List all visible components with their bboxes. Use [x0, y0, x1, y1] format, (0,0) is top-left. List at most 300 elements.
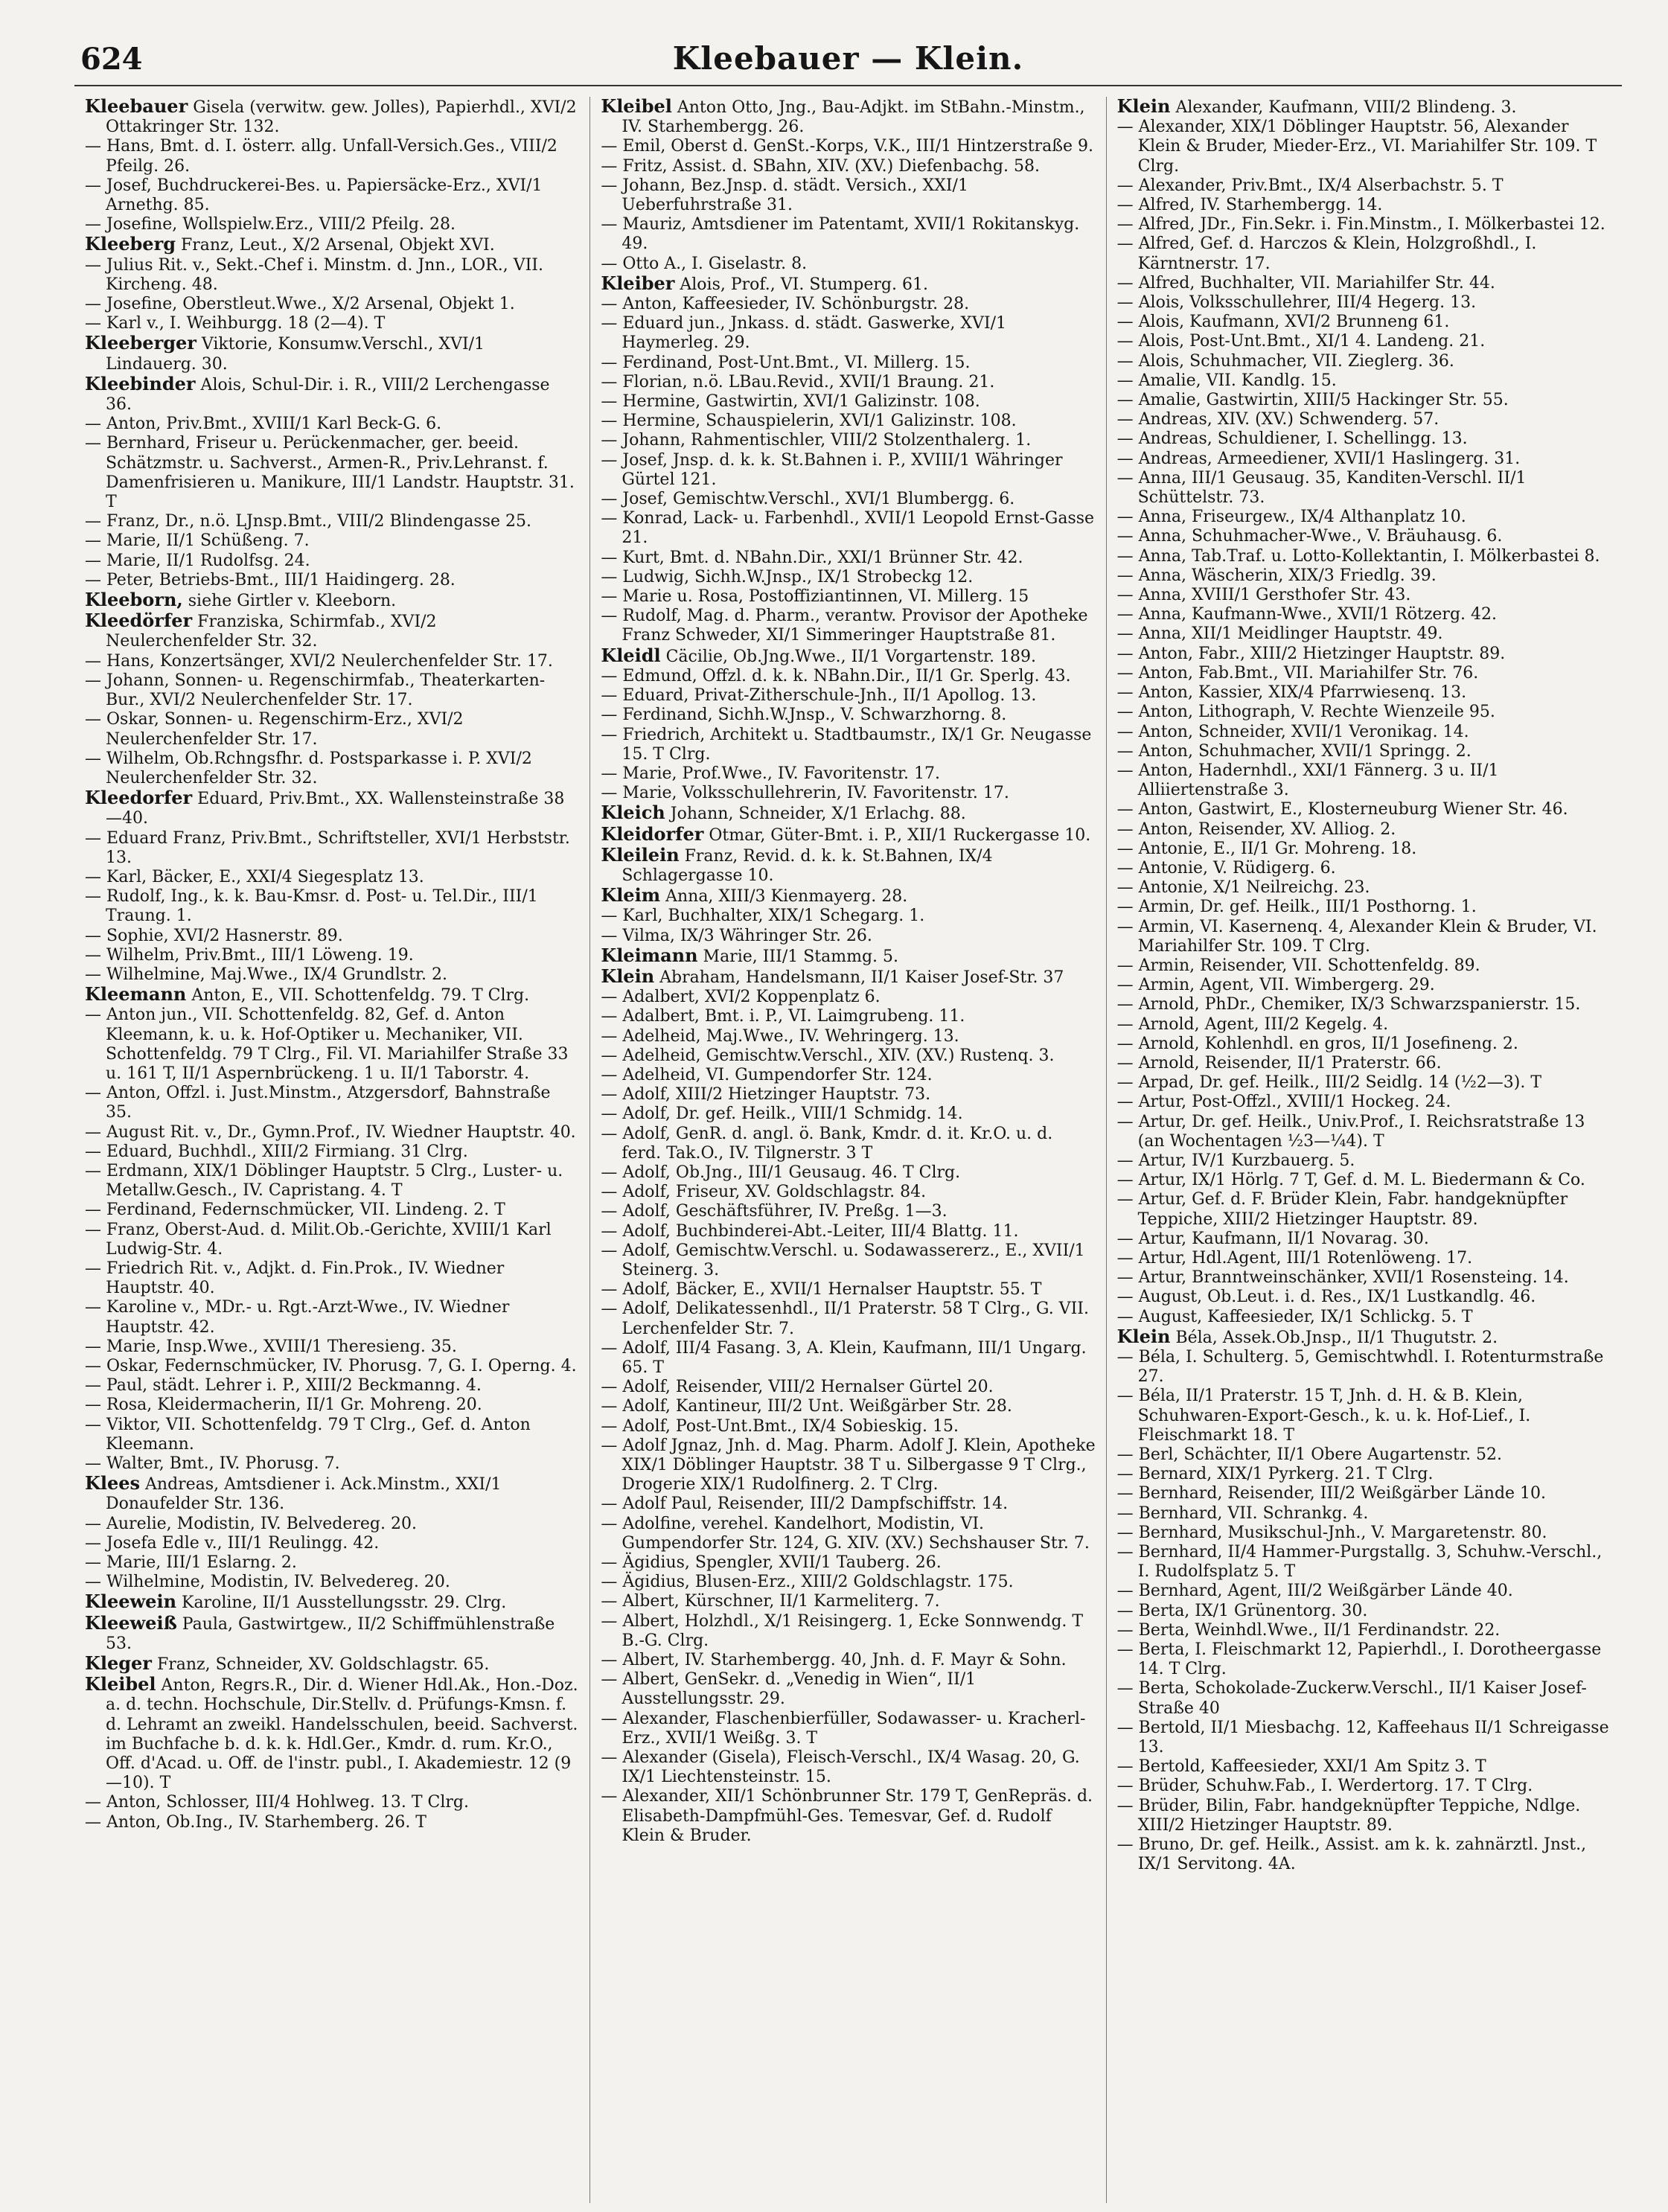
entry-text: — Walter, Bmt., IV. Phorusg. 7. [85, 1454, 340, 1474]
entry-text: Anton, E., VII. Schottenfeldg. 79. T Clrg. [186, 986, 530, 1006]
entry-text: — Wilhelmine, Modistin, IV. Belvedereg. 20. [85, 1573, 450, 1592]
directory-entry [1117, 1327, 1611, 1348]
directory-entry [1117, 313, 1611, 332]
entry-surname: Kleedorfer [85, 787, 193, 809]
entry-text: — Peter, Betriebs-Bmt., III/1 Haidingerg. 28. [85, 570, 456, 589]
entry-surname: Kleebauer [85, 97, 188, 117]
entry-text: — Marie, Volksschullehrerin, IV. Favoritenstr. 17. [601, 784, 1009, 803]
directory-entry [601, 1495, 1095, 1514]
entry-text: — Alexander, Priv.Bmt., IX/4 Alserbachstr. 5. T [1116, 176, 1504, 195]
directory-entry [1117, 1035, 1611, 1054]
directory-entry [1117, 1445, 1611, 1465]
entry-text: — Alois, Schuhmacher, VII. Zieglerg. 36. [1116, 351, 1454, 371]
entry-text: — Artur, Dr. gef. Heilk., Univ.Prof., I. Reichsratstraße 13 (an Wochentagen ½3—¼4). T [1116, 1112, 1585, 1151]
entry-text: — Karoline v., MDr.- u. Rgt.-Arzt-Wwe., IV. Wiedner Hauptstr. 42. [85, 1298, 510, 1337]
entry-text: — Arnold, Agent, III/2 Kegelg. 4. [1116, 1014, 1389, 1034]
directory-entry [601, 1397, 1095, 1416]
entry-text: — Alfred, IV. Starhembergg. 14. [1116, 196, 1383, 215]
directory-entry [1117, 1602, 1611, 1621]
entry-text: — Adolfine, verehel. Kandelhort, Modistin, VI. Gumpendorfer Str. 124, G. XIV. (XV.) Sechshauser Str. 7. [601, 1514, 1090, 1553]
directory-entry [1117, 274, 1611, 293]
directory-entry [85, 1084, 579, 1122]
entry-text: — Ferdinand, Post-Unt.Bmt., VI. Millerg. 15. [601, 353, 971, 372]
directory-entry [601, 726, 1095, 764]
directory-entry [1117, 1484, 1611, 1503]
directory-entry [85, 1337, 579, 1357]
entry-text: — Friedrich, Architekt u. Stadtbaumstr., IX/1 Gr. Neugasse 15. T Clrg. [601, 725, 1092, 764]
entry-text: — Marie, Prof.Wwe., IV. Favoritenstr. 17. [601, 764, 940, 783]
directory-entry [85, 1416, 579, 1454]
directory-entry [1117, 1073, 1611, 1093]
directory-entry [1117, 429, 1611, 449]
entry-surname: Klein [1116, 1325, 1171, 1347]
directory-entry [1117, 1288, 1611, 1307]
directory-entry [1117, 1757, 1611, 1777]
entry-text: — Armin, Agent, VII. Wimbergerg. 29. [1116, 976, 1435, 995]
entry-surname: Kleich [601, 802, 665, 824]
entry-text: — Antonie, X/1 Neilreichg. 23. [1116, 878, 1370, 898]
directory-entry [85, 1259, 579, 1298]
directory-entry [1117, 1113, 1611, 1151]
directory-entry [85, 531, 579, 551]
entry-text: — Bernhard, II/4 Hammer-Purgstallg. 3, Schuhw.-Verschl., I. Rudolfsplatz 5. T [1116, 1543, 1603, 1582]
directory-entry [601, 354, 1095, 373]
column-3 [1106, 97, 1622, 2203]
directory-entry [601, 137, 1095, 156]
directory-entry [601, 706, 1095, 725]
entry-text: — Adolf Jgnaz, Jnh. d. Mag. Pharm. Adolf J. Klein, Apotheke XIX/1 Döblinger Hauptstr. 38 T u. Silbergasse 9 T Clrg., Drogerie XIX/1 Rudolfinerg. 2. T Clrg. [601, 1436, 1096, 1495]
directory-entry [1117, 371, 1611, 391]
entry-text: — Arnold, PhDr., Chemiker, IX/3 Schwarzspanierstr. 15. [1116, 995, 1581, 1014]
directory-entry [1117, 859, 1611, 878]
entry-text: — Anna, Wäscherin, XIX/3 Friedlg. 39. [1116, 566, 1437, 585]
directory-entry [601, 295, 1095, 314]
entry-text: — Bernhard, Musikschul-Jnh., V. Margaretenstr. 80. [1116, 1523, 1547, 1542]
directory-entry [1117, 1054, 1611, 1073]
entry-surname: Kleewein [85, 1591, 177, 1613]
directory-entry [1117, 800, 1611, 819]
entry-text: Viktorie, Konsumw.Verschl., XVI/1 Lindauerg. 30. [106, 335, 485, 374]
directory-entry [601, 1339, 1095, 1378]
directory-entry [601, 1183, 1095, 1202]
directory-entry [85, 965, 579, 985]
entry-text: — Artur, IV/1 Kurzbauerg. 5. [1116, 1151, 1355, 1170]
directory-entry [85, 652, 579, 671]
directory-entry [1117, 956, 1611, 976]
entry-text: Andreas, Amtsdiener i. Ack.Minstm., XXI/1 Donaufelder Str. 136. [106, 1475, 502, 1514]
entry-text: — Oskar, Sonnen- u. Regenschirm-Erz., XVI/2 Neulerchenfelder Str. 17. [85, 710, 464, 749]
directory-entry [85, 314, 579, 333]
entry-text: — Marie, II/1 Schüßeng. 7. [85, 531, 310, 551]
entry-text: Johann, Schneider, X/1 Erlachg. 88. [665, 805, 966, 824]
directory-entry [601, 1553, 1095, 1573]
directory-entry [85, 137, 579, 176]
entry-surname: Kleibel [85, 1673, 156, 1695]
directory-entry [85, 1474, 579, 1514]
entry-text: — Otto A., I. Giselastr. 8. [601, 254, 808, 273]
entry-text: — Adolf, Post-Unt.Bmt., IX/4 Sobieskig. 15. [601, 1416, 959, 1436]
directory-entry [601, 490, 1095, 509]
entry-text: — Fritz, Assist. d. SBahn, XIV. (XV.) Diefenbachg. 58. [601, 156, 1040, 176]
entry-text: — Albert, GenSekr. d. „Venedig in Wien“, II/1 Ausstellungsstr. 29. [601, 1670, 977, 1709]
entry-text: — Florian, n.ö. LBau.Revid., XVII/1 Braung. 21. [601, 372, 995, 391]
entry-text: — Oskar, Federnschmücker, IV. Phorusg. 7, G. I. Operng. 4. [85, 1357, 577, 1375]
entry-text: — Adolf, Friseur, XV. Goldschlagstr. 84. [601, 1183, 927, 1202]
entry-text: Eduard, Priv.Bmt., XX. Wallensteinstraße 38—40. [106, 790, 565, 828]
entry-text: — Anton, Fab.Bmt., VII. Mariahilfer Str. 76. [1116, 663, 1479, 683]
entry-text: — Anton, Reisender, XV. Alliog. 2. [1116, 819, 1396, 839]
directory-entry [85, 512, 579, 531]
directory-entry [85, 1611, 579, 1654]
directory-entry [1117, 840, 1611, 859]
entry-text: — Hans, Bmt. d. I. österr. allg. Unfall-Versich.Ges., VIII/2 Pfeilg. 26. [85, 137, 557, 176]
entry-text: — Hermine, Gastwirtin, XVI/1 Galizinstr. 108. [601, 392, 980, 412]
entry-text: — Adolf, Reisender, VIII/2 Hernalser Gürtel 20. [601, 1378, 994, 1397]
directory-entry [1117, 976, 1611, 995]
entry-text: — Arnold, Kohlenhdl. en gros, II/1 Josefineng. 2. [1116, 1034, 1518, 1053]
directory-entry [85, 1534, 579, 1553]
directory-entry [601, 907, 1095, 926]
directory-entry [601, 1163, 1095, 1183]
entry-text: — Marie u. Rosa, Postoffiziantinnen, VI. Millerg. 15 [601, 587, 1029, 607]
entry-text: — Adelheid, VI. Gumpendorfer Str. 124. [601, 1065, 933, 1084]
entry-text: — Adolf, Bäcker, E., XVII/1 Hernalser Hauptstr. 55. T [601, 1280, 1042, 1300]
directory-entry [1117, 1719, 1611, 1757]
directory-entry [601, 822, 1095, 846]
entry-surname: Kleeborn, [85, 589, 183, 611]
directory-entry [1117, 118, 1611, 176]
directory-entry [601, 843, 1095, 886]
directory-entry [601, 1787, 1095, 1846]
directory-entry [85, 552, 579, 571]
directory-entry [601, 1007, 1095, 1026]
entry-surname: Kleeberg [85, 233, 176, 255]
directory-entry [601, 215, 1095, 254]
entry-text: Anna, XIII/3 Kienmayerg. 28. [660, 887, 908, 907]
entry-text: — Eduard, Buchhdl., XIII/2 Firmiang. 31 Clrg. [85, 1142, 468, 1161]
directory-entry [1117, 1015, 1611, 1035]
directory-entry [1117, 1151, 1611, 1171]
directory-entry [1117, 215, 1611, 234]
entry-text: — Anna, XII/1 Meidlinger Hauptstr. 49. [1116, 624, 1443, 644]
directory-entry [1117, 1835, 1611, 1874]
entry-text: — Mauriz, Amtsdiener im Patentamt, XVII/1 Rokitanskyg. 49. [601, 215, 1080, 254]
entry-text: — Adalbert, XVI/2 Koppenplatz 6. [601, 988, 881, 1007]
directory-entry [1117, 761, 1611, 800]
entry-text: — Josefa Edle v., III/1 Reulingg. 42. [85, 1533, 380, 1553]
directory-entry [601, 1300, 1095, 1338]
directory-entry [601, 509, 1095, 548]
directory-entry [601, 667, 1095, 686]
entry-text: — Anna, Friseurgew., IX/4 Althanplatz 10. [1116, 508, 1466, 527]
directory-entry [601, 568, 1095, 587]
directory-entry [601, 1280, 1095, 1300]
directory-entry [1117, 547, 1611, 566]
directory-entry [601, 764, 1095, 784]
entry-text: Abraham, Handelsmann, II/1 Kaiser Josef-Str. 37 [654, 968, 1064, 987]
entry-text: — Adolf, XIII/2 Hietzinger Hauptstr. 73. [601, 1085, 931, 1105]
directory-entry [85, 829, 579, 868]
column-2 [589, 97, 1105, 2203]
entry-text: — Adolf Paul, Reisender, III/2 Dampfschiffstr. 14. [601, 1495, 1009, 1514]
directory-entry [601, 412, 1095, 431]
entry-text: — Anna, Kaufmann-Wwe., XVII/1 Rötzerg. 42. [1116, 605, 1497, 624]
columns [74, 97, 1622, 2203]
entry-text: Franz, Leut., X/2 Arsenal, Objekt XVI. [176, 236, 495, 255]
directory-entry [601, 784, 1095, 803]
entry-text: — Josefine, Wollspielw.Erz., VIII/2 Pfeilg. 28. [85, 215, 456, 234]
entry-text: — Johann, Sonnen- u. Regenschirmfab., Theaterkarten-Bur., XVI/2 Neulerchenfelder Str. 17. [85, 671, 546, 710]
entry-text: — Armin, Reisender, VII. Schottenfeldg. 89. [1116, 956, 1480, 975]
entry-text: — Josefine, Oberstleut.Wwe., X/2 Arsenal, Objekt 1. [85, 295, 515, 314]
entry-text: Paula, Gastwirtgew., II/2 Schiffmühlenstraße 53. [106, 1614, 555, 1653]
directory-entry [601, 886, 1095, 907]
entry-text: — Anton, Schlosser, III/4 Hohlweg. 13. T Clrg. [85, 1793, 469, 1812]
entry-text: Alexander, Kaufmann, VIII/2 Blindeng. 3. [1170, 98, 1517, 117]
entry-text: — Adelheid, Gemischtw.Verschl., XIV. (XV.) Rustenq. 3. [601, 1046, 1055, 1065]
directory-entry [1117, 566, 1611, 586]
directory-entry [601, 255, 1095, 274]
directory-entry [1117, 918, 1611, 956]
entry-surname: Kleidl [601, 644, 661, 666]
entry-text: — Josef, Jnsp. d. k. k. St.Bahnen i. P., XVIII/1 Währinger Gürtel 121. [601, 450, 1063, 489]
directory-entry [85, 1654, 579, 1675]
directory-entry [1117, 1230, 1611, 1249]
directory-entry [85, 710, 579, 749]
entry-text: — Brüder, Schuhw.Fab., I. Werdertorg. 17. T Clrg. [1116, 1777, 1533, 1796]
entry-text: — Adolf, III/4 Fasang. 3, A. Klein, Kaufmann, III/1 Ungarg. 65. T [601, 1338, 1087, 1377]
entry-text: Anton Otto, Jng., Bau-Adjkt. im StBahn.-Minstm., IV. Starhembergg. 26. [621, 98, 1085, 137]
directory-entry [85, 1298, 579, 1337]
entry-text: — Marie, II/1 Rudolfsg. 24. [85, 551, 310, 570]
entry-surname: Klein [601, 965, 655, 987]
entry-text: — Anton, Fabr., XIII/2 Hietzinger Hauptstr. 89. [1116, 644, 1506, 663]
entry-text: — Bernhard, VII. Schrankg. 4. [1116, 1503, 1369, 1523]
entry-text: — Adolf, Dr. gef. Heilk., VIII/1 Schmidg. 14. [601, 1105, 963, 1124]
entry-text: — Johann, Bez.Jnsp. d. städt. Versich., XXI/1 Ueberfuhrstraße 31. [601, 176, 968, 215]
directory-entry [601, 431, 1095, 450]
entry-text: — Hans, Konzertsänger, XVI/2 Neulerchenfelder Str. 17. [85, 651, 553, 671]
entry-text: — Rudolf, Mag. d. Pharm., verantw. Provisor der Apotheke Franz Schweder, XI/1 Simmeringer Hauptstraße 81. [601, 607, 1088, 645]
entry-text: — Arpad, Dr. gef. Heilk., III/2 Seidlg. 14 (½2—3). T [1116, 1073, 1542, 1093]
entry-text: siehe Girtler v. Kleeborn. [182, 592, 397, 611]
directory-entry [85, 434, 579, 512]
entry-text: — Anton, Offzl. i. Just.Minstm., Atzgersdorf, Bahnstraße 35. [85, 1084, 551, 1122]
entry-text: — Amalie, Gastwirtin, XIII/5 Hackinger Str. 55. [1116, 391, 1509, 410]
directory-entry [85, 749, 579, 788]
directory-entry [85, 374, 579, 415]
directory-entry [601, 927, 1095, 946]
entry-text: — Anna, XVIII/1 Gersthofer Str. 43. [1116, 586, 1411, 605]
directory-entry [601, 1125, 1095, 1163]
directory-entry [1117, 1797, 1611, 1835]
directory-entry [1117, 97, 1611, 118]
entry-text: — Ludwig, Sichh.W.Jnsp., IX/1 Strobeckg 12. [601, 567, 974, 586]
directory-entry [1117, 1465, 1611, 1484]
entry-text: — Adolf, Delikatessenhdl., II/1 Praterstr. 58 T Clrg., G. VII. Lerchenfelder Str. 7. [601, 1300, 1089, 1338]
entry-text: — Alois, Post-Unt.Bmt., XI/1 4. Landeng. 21. [1116, 332, 1486, 351]
directory-entry [601, 1066, 1095, 1085]
directory-entry [1117, 527, 1611, 546]
entry-text: Franziska, Schirmfab., XVI/2 Neulerchenfelder Str. 32. [106, 613, 437, 651]
directory-entry [601, 1515, 1095, 1553]
entry-text: — Adelheid, Maj.Wwe., IV. Wehringerg. 13. [601, 1026, 959, 1046]
directory-entry [601, 549, 1095, 568]
entry-text: — Artur, IX/1 Hörlg. 7 T, Gef. d. M. L. Biedermann & Co. [1116, 1171, 1585, 1190]
directory-entry [1117, 1308, 1611, 1327]
running-head: Kleebauer — Klein. [672, 40, 1024, 77]
entry-text: — Josef, Gemischtw.Verschl., XVI/1 Blumbergg. 6. [601, 490, 1015, 509]
entry-text: — Ägidius, Blusen-Erz., XIII/2 Goldschlagstr. 175. [601, 1573, 1014, 1592]
entry-text: — Johann, Rahmentischler, VIII/2 Stolzenthalerg. 1. [601, 431, 1032, 450]
entry-text: — Andreas, Schuldiener, I. Schellingg. 13. [1116, 429, 1468, 449]
entry-text: — Bertold, Kaffeesieder, XXI/1 Am Spitz 3. T [1116, 1757, 1486, 1777]
directory-entry [1117, 820, 1611, 840]
directory-entry [85, 234, 579, 255]
entry-text: Franz, Revid. d. k. k. St.Bahnen, IX/4 Schlagergasse 10. [621, 846, 993, 885]
directory-entry [85, 215, 579, 234]
entry-surname: Kleibel [601, 97, 672, 117]
entry-text: — Andreas, XIV. (XV.) Schwenderg. 57. [1116, 410, 1439, 429]
directory-entry [85, 1201, 579, 1220]
page-number: 624 [80, 42, 143, 77]
entry-text: — Eduard jun., Jnkass. d. städt. Gaswerke, XVI/1 Haymerleg. 29. [601, 314, 1007, 353]
directory-entry [1117, 469, 1611, 508]
entry-text: — Rudolf, Ing., k. k. Bau-Kmsr. d. Post- u. Tel.Dir., III/1 Traung. 1. [85, 887, 538, 926]
entry-surname: Kleeweiß [85, 1611, 177, 1634]
entry-text: — Marie, III/1 Eslarng. 2. [85, 1553, 297, 1573]
directory-entry [85, 1221, 579, 1259]
entry-text: Karoline, II/1 Ausstellungsstr. 29. Clrg. [176, 1594, 507, 1613]
entry-surname: Klees [85, 1472, 141, 1495]
entry-text: — Adolf, Gemischtw.Verschl. u. Sodawassererz., E., XVII/1 Steinerg. 3. [601, 1241, 1085, 1279]
directory-entry [85, 671, 579, 710]
entry-text: — Anton, Priv.Bmt., XVIII/1 Karl Beck-G. 6. [85, 415, 442, 434]
entry-text: — Berta, IX/1 Grünentorg. 30. [1116, 1601, 1368, 1620]
entry-text: — August, Kaffeesieder, IX/1 Schlickg. 5. T [1116, 1307, 1473, 1326]
directory-entry [1117, 410, 1611, 429]
entry-text: — Karl, Bäcker, E., XXI/4 Siegesplatz 13. [85, 867, 424, 886]
entry-text: — Artur, Gef. d. F. Brüder Klein, Fabr. handgeknüpfter Teppiche, XIII/2 Hietzinger Hauptstr. 89. [1116, 1190, 1568, 1229]
entry-text: — Armin, VI. Kasernenq. 4, Alexander Klein & Bruder, VI. Mariahilfer Str. 109. T Clrg. [1116, 917, 1597, 956]
entry-text: Marie, III/1 Stammg. 5. [697, 947, 899, 966]
directory-entry [85, 1793, 579, 1812]
entry-text: — Alexander, XIX/1 Döblinger Hauptstr. 56, Alexander Klein & Bruder, Mieder-Erz., VI. Mariahilfer Str. 109. T Clrg. [1116, 118, 1597, 176]
directory-entry [85, 927, 579, 946]
entry-text: — Anna, Tab.Traf. u. Lotto-Kollektantin, I. Mölkerbastei 8. [1116, 546, 1600, 566]
entry-text: — August Rit. v., Dr., Gymn.Prof., IV. Wiedner Hauptstr. 40. [85, 1122, 576, 1142]
entry-text: — Adolf, Geschäftsführer, IV. Preßg. 1—3. [601, 1202, 948, 1221]
directory-entry [85, 1454, 579, 1474]
directory-entry [1117, 1777, 1611, 1796]
directory-entry [601, 97, 1095, 137]
directory-entry [1117, 1249, 1611, 1268]
directory-entry [85, 611, 579, 651]
directory-entry [601, 686, 1095, 706]
directory-entry [601, 1573, 1095, 1592]
directory-entry [601, 803, 1095, 824]
directory-entry [85, 333, 579, 374]
directory-entry [601, 1202, 1095, 1221]
directory-entry [1117, 1679, 1611, 1718]
directory-entry [85, 1162, 579, 1201]
entry-text: — Amalie, VII. Kandlg. 15. [1116, 371, 1337, 390]
entry-surname: Kleedörfer [85, 610, 193, 632]
entry-text: — Ferdinand, Sichh.W.Jnsp., V. Schwarzhorng. 8. [601, 706, 1007, 725]
entry-surname: Kleiber [601, 272, 675, 294]
entry-text: — Eduard Franz, Priv.Bmt., Schriftsteller, XVI/1 Herbststr. 13. [85, 828, 570, 867]
entry-text: Gisela (verwitw. gew. Jolles), Papierhdl., XVI/2 Ottakringer Str. 132. [106, 98, 577, 137]
entry-surname: Kleimann [601, 944, 698, 966]
entry-text: — Albert, IV. Starhembergg. 40, Jnh. d. F. Mayr & Sohn. [601, 1651, 1067, 1670]
directory-entry [85, 788, 579, 828]
entry-text: — Bertold, II/1 Miesbachg. 12, Kaffeehaus II/1 Schreigasse 13. [1116, 1718, 1609, 1757]
directory-entry [1117, 293, 1611, 313]
entry-text: — Arnold, Reisender, II/1 Praterstr. 66. [1116, 1053, 1442, 1073]
entry-text: — Bruno, Dr. gef. Heilk., Assist. am k. k. zahnärztl. Jnst., IX/1 Servitong. 4A. [1116, 1835, 1587, 1874]
entry-surname: Kleidorfer [601, 822, 704, 845]
directory-entry [85, 415, 579, 434]
directory-entry [85, 1123, 579, 1142]
directory-entry [1117, 898, 1611, 917]
entry-surname: Kleilein [601, 843, 680, 866]
entry-text: — Alfred, JDr., Fin.Sekr. i. Fin.Minstm., I. Mölkerbastei 12. [1116, 215, 1605, 234]
directory-entry [601, 176, 1095, 215]
entry-text: — Edmund, Offzl. d. k. k. NBahn.Dir., II/1 Gr. Sperlg. 43. [601, 666, 1071, 685]
entry-text: Otmar, Güter-Bmt. i. P., XII/1 Ruckergasse 10. [703, 825, 1091, 845]
directory-entry [601, 1612, 1095, 1651]
entry-text: — Wilhelm, Ob.Rchngsfhr. d. Postsparkasse i. P. XVI/2 Neulerchenfelder Str. 32. [85, 749, 532, 787]
directory-entry [601, 1748, 1095, 1787]
directory-entry [601, 1027, 1095, 1046]
entry-text: — Adolf, GenR. d. angl. ö. Bank, Kmdr. d. it. Kr.O. u. d. ferd. Tak.O., IV. Tilgnerstr. 3 T [601, 1124, 1053, 1163]
entry-surname: Klein [1116, 97, 1171, 117]
directory-entry [601, 1592, 1095, 1611]
directory-entry [601, 1670, 1095, 1709]
entry-text: — Josef, Buchdruckerei-Bes. u. Papiersäcke-Erz., XVI/1 Arnethg. 85. [85, 176, 543, 215]
entry-text: — Wilhelm, Priv.Bmt., III/1 Löweng. 19. [85, 945, 414, 965]
entry-text: — Berta, Weinhdl.Wwe., II/1 Ferdinandstr. 22. [1116, 1620, 1501, 1640]
entry-text: — Berta, Schokolade-Zuckerw.Verschl., II/1 Kaiser Josef-Straße 40 [1116, 1679, 1587, 1718]
directory-entry [1117, 664, 1611, 683]
entry-text: — Wilhelmine, Maj.Wwe., IX/4 Grundlstr. 2. [85, 965, 447, 984]
directory-entry [601, 1436, 1095, 1495]
entry-surname: Kleemann [85, 983, 187, 1006]
entry-surname: Kleeberger [85, 332, 196, 354]
entry-text: — Ägidius, Spengler, XVII/1 Tauberg. 26. [601, 1553, 942, 1573]
entry-text: — Sophie, XVI/2 Hasnerstr. 89. [85, 926, 343, 945]
directory-entry [1117, 1348, 1611, 1387]
directory-entry [1117, 450, 1611, 469]
directory-entry [1117, 391, 1611, 410]
directory-entry [85, 1553, 579, 1573]
entry-surname: Kleger [85, 1652, 152, 1675]
directory-entry [601, 451, 1095, 490]
directory-entry [85, 1813, 579, 1832]
entry-text: — Alexander, XII/1 Schönbrunner Str. 179 T, GenRepräs. d. Elisabeth-Dampfmühl-Ges. Temesvar, Gef. d. Rudolf Klein & Bruder. [601, 1787, 1093, 1845]
entry-text: — Anton, Schuhmacher, XVII/1 Springg. 2. [1116, 741, 1472, 761]
entry-text: — Béla, II/1 Praterstr. 15 T, Jnh. d. H. & B. Klein, Schuhwaren-Export-Gesch., k. u. k. Hof-Lief., I. Fleischmarkt 18. T [1116, 1387, 1531, 1445]
directory-entry [85, 1357, 579, 1376]
entry-text: — Erdmann, XIX/1 Döblinger Hauptstr. 5 Clrg., Luster- u. Metallw.Gesch., IV. Capristang. 4. T [85, 1161, 563, 1201]
directory-entry [601, 988, 1095, 1007]
entry-text: — Bernard, XIX/1 Pyrkerg. 21. T Clrg. [1116, 1465, 1434, 1484]
entry-text: — Anton, Kassier, XIX/4 Pfarrwiesenq. 13. [1116, 683, 1467, 703]
entry-text: — Adalbert, Bmt. i. P., VI. Laimgrubeng. 11. [601, 1007, 965, 1026]
directory-entry [601, 314, 1095, 353]
entry-text: — Anna, Schuhmacher-Wwe., V. Bräuhausg. 6. [1116, 527, 1503, 546]
entry-text: — Béla, I. Schulterg. 5, Gemischtwhdl. I. Rotenturmstraße 27. [1116, 1348, 1604, 1387]
